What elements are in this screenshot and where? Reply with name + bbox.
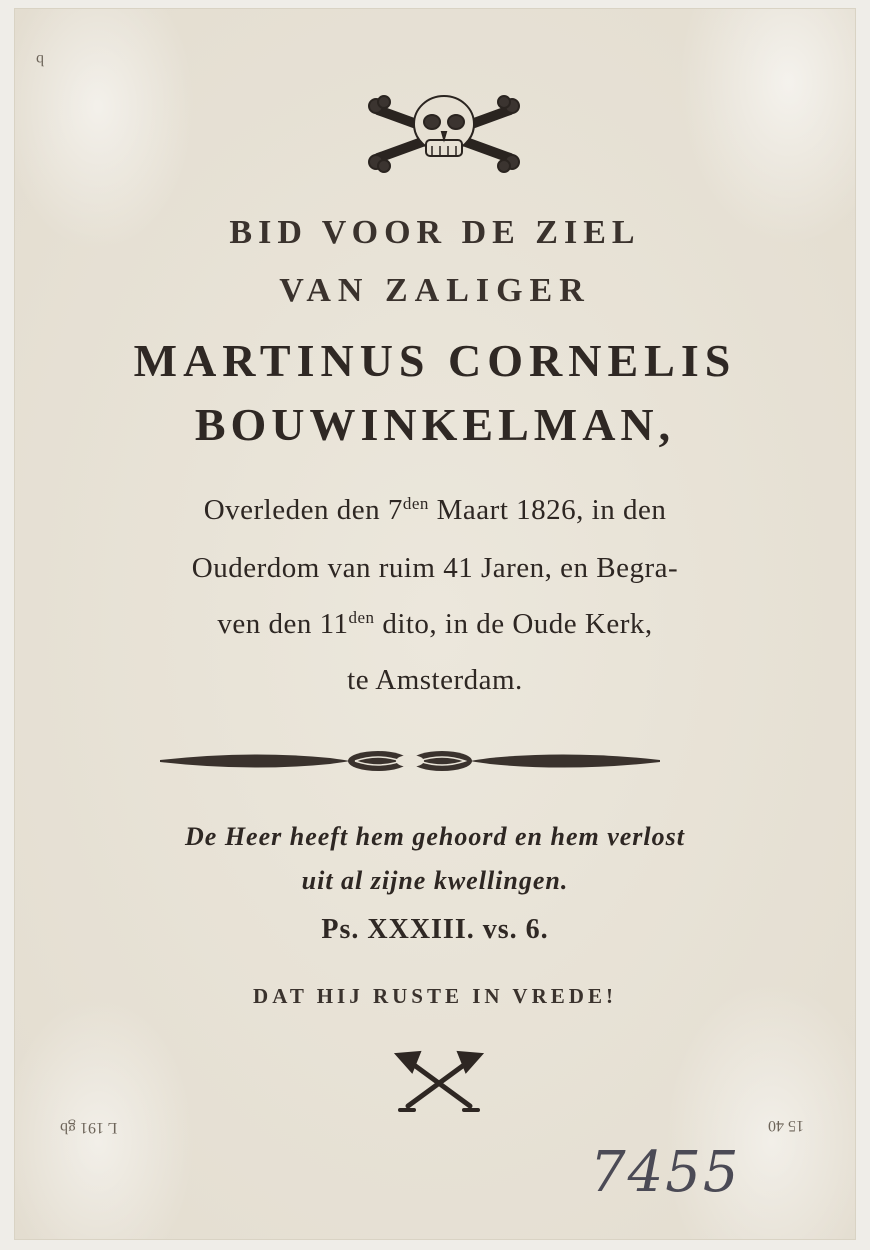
heading-line-1: BID VOOR DE ZIEL [229,214,641,251]
handwritten-number: 7455 [590,1140,741,1205]
body-line-3: ven den $11^{den}$ dito, in de Oude Kerk, [217,608,653,640]
margin-mark-bottom-right: 15 40 [768,1117,804,1134]
verse-reference: Ps. XXXIII. vs. 6. [321,914,549,945]
skull-crossbones-icon [366,92,522,176]
crossed-spades-icon [392,1048,486,1118]
closing-line: DAT HIJ RUSTE IN VREDE! [253,984,617,1008]
margin-mark-bottom-left: L 191 gb [60,1119,118,1136]
body-line-4: te Amsterdam. [347,664,523,696]
body-line-2: Ouderdom van ruim 41 Jaren, en Begra- [191,552,679,584]
margin-mark-top-left: b [36,51,44,68]
body-line-1: Overleden den $7^{den}$ Maart 1826, in den [203,494,667,526]
heading-line-2: VAN ZALIGER [279,272,591,309]
name-line-2: BOUWINKELMAN, [194,399,676,450]
ornamental-divider [160,744,660,778]
verse-line-2: uit al zijne kwellingen. [301,866,569,895]
name-line-1: MARTINUS CORNELIS [133,335,737,386]
verse-line-1: De Heer heeft hem gehoord en hem verlost [185,822,685,851]
